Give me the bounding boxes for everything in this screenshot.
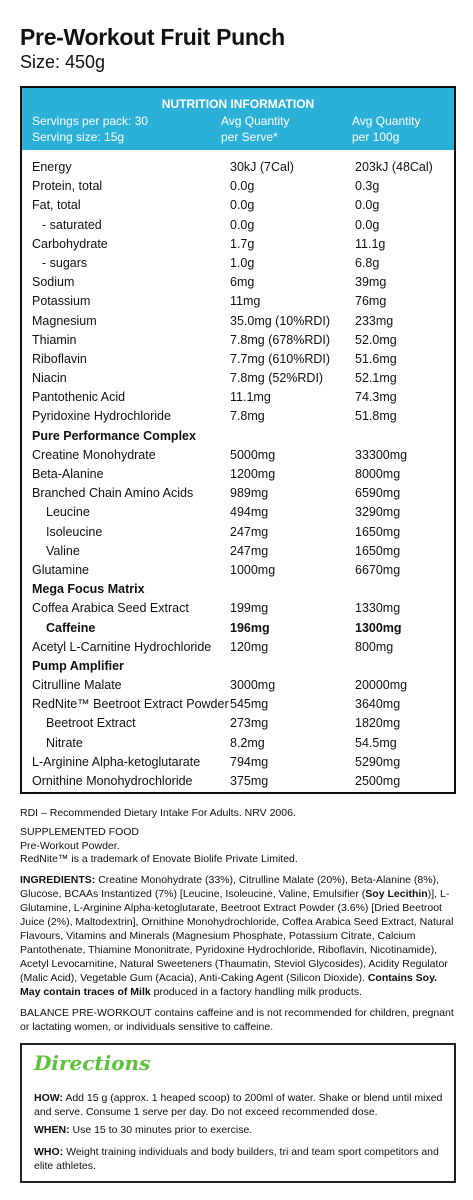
nutrient-row xyxy=(22,657,454,676)
nutrient-per-serve: 247mg xyxy=(230,543,269,558)
nutrient-row xyxy=(22,542,454,561)
ingredients xyxy=(20,873,456,999)
nutrient-row xyxy=(22,523,454,542)
nutrient-per-100g: 0.3g xyxy=(355,179,380,194)
nutrient-per-serve: 199mg xyxy=(230,601,269,616)
nutrient-row xyxy=(22,753,454,772)
nutrient-per-serve: 7.8mg (678%RDI) xyxy=(230,332,331,347)
nutrient-name: Pure Performance Complex xyxy=(32,428,196,443)
pre-workout-powder: Pre-Workout Powder. xyxy=(20,839,120,852)
nutrient-row xyxy=(22,254,454,273)
servings-per-pack: Servings per pack: 30 xyxy=(32,114,149,128)
nutrient-per-serve: 7.7mg (610%RDI) xyxy=(230,351,331,366)
nutrient-row xyxy=(22,503,454,522)
nutrient-name: Protein, total xyxy=(32,179,103,194)
directions-how xyxy=(34,1091,444,1119)
nutrient-per-serve: 3000mg xyxy=(230,678,276,693)
nutrient-per-100g: 54.5mg xyxy=(355,735,397,750)
nutrient-per-serve: 11mg xyxy=(230,294,261,309)
nutrient-per-serve: 11.1mg xyxy=(230,390,271,405)
nutrient-name: Valine xyxy=(46,543,80,558)
nutrient-row xyxy=(22,312,454,331)
nutrition-rows xyxy=(22,158,454,791)
product-title: Pre-Workout Fruit Punch xyxy=(20,24,285,50)
nutrient-per-100g: 6590mg xyxy=(355,486,401,501)
nutrient-row xyxy=(22,369,454,388)
nutrient-per-serve: 545mg xyxy=(230,697,269,712)
nutrient-name: Acetyl L-Carnitine Hydrochloride xyxy=(32,639,212,654)
nutrient-per-100g: 8000mg xyxy=(355,467,401,481)
nutrient-per-100g: 11.1g xyxy=(355,236,386,251)
nutrient-name: Magnesium xyxy=(32,313,97,328)
column-header-per-serve-line1: Avg Quantity xyxy=(221,114,290,128)
ingredients-text-b: )], L-Glutamine, L-Arginine Alpha-ketoglutarate, Beetroot Extract Powder (3.6%) [Dried Beetroot Juice (2%), Maltodextrin], Ornithine Monohydrochloride, Coffea Arabica Seed Extract, Natural Flavours, Vitamins and Minerals (Magnesium Phosphate, Potassium Citrate, Calcium Pantothenate, Thiamine Mononitrate, Pyridoxine Hydrochloride, Riboflavin, Nicotinamide), Acetyl Levocarnitine, Natural Sweeteners (Thaumatin, Steviol Glycosides), Acidity Regulator (Malic Acid), Vegetable Gum (Acacia), Anti-Caking Agent (Silicon Dioxide). xyxy=(20,888,454,984)
directions-how-text: Add 15 g (approx. 1 heaped scoop) to 200ml of water. Shake or blend until mixed and serve. Consume 1 serve per day. Do not exceed recommended dose. xyxy=(34,1092,443,1118)
nutrient-per-100g: 203kJ (48Cal) xyxy=(355,160,433,174)
nutrient-name: Niacin xyxy=(32,371,67,386)
nutrient-row xyxy=(22,388,454,407)
nutrient-row xyxy=(22,235,454,254)
nutrient-name: Energy xyxy=(32,160,72,174)
nutrient-per-serve: 0.0g xyxy=(230,217,255,232)
nutrient-row xyxy=(22,561,454,580)
nutrient-per-serve: 30kJ (7Cal) xyxy=(230,160,294,174)
nutrient-row xyxy=(22,446,454,465)
nutrition-heading: NUTRITION INFORMATION xyxy=(161,97,315,111)
nutrient-name: Pump Amplifier xyxy=(32,658,124,673)
nutrient-name: Leucine xyxy=(46,505,90,520)
nutrient-name: Caffeine xyxy=(46,620,96,635)
nutrient-per-100g: 6670mg xyxy=(355,562,401,577)
nutrient-row xyxy=(22,676,454,695)
supplement-info xyxy=(20,826,456,867)
nutrient-per-100g: 76mg xyxy=(355,294,387,309)
nutrient-per-100g: 51.8mg xyxy=(355,409,397,424)
nutrient-name: Ornithine Monohydrochloride xyxy=(32,774,193,788)
column-header-per-100g xyxy=(352,113,420,145)
nutrient-per-serve: 1000mg xyxy=(230,562,276,577)
nutrient-per-100g: 20000mg xyxy=(355,678,408,693)
nutrient-per-serve: 196mg xyxy=(230,620,270,635)
nutrient-per-100g: 0.0g xyxy=(355,198,380,213)
nutrition-panel xyxy=(20,86,456,794)
nutrient-per-serve: 8.2mg xyxy=(230,735,265,750)
nutrient-per-serve: 7.8mg xyxy=(230,409,265,424)
nutrient-name: Pyridoxine Hydrochloride xyxy=(32,409,171,424)
nutrient-name: Nitrate xyxy=(46,735,83,750)
nutrient-row xyxy=(22,734,454,753)
nutrient-name: Beetroot Extract xyxy=(46,716,136,731)
nutrient-row xyxy=(22,772,454,791)
nutrient-row xyxy=(22,599,454,618)
nutrient-per-serve: 1.0g xyxy=(230,255,255,270)
nutrition-panel-header xyxy=(22,88,454,150)
nutrient-per-serve: 6mg xyxy=(230,275,255,290)
nutrient-per-serve: 247mg xyxy=(230,524,269,539)
nutrient-row xyxy=(22,273,454,292)
nutrient-per-100g: 233mg xyxy=(355,313,394,328)
nutrient-row xyxy=(22,177,454,196)
nutrient-per-100g: 1650mg xyxy=(355,524,401,539)
directions-who xyxy=(34,1145,444,1173)
nutrient-row xyxy=(22,292,454,311)
nutrient-per-100g: 3640mg xyxy=(355,697,401,712)
nutrient-per-serve: 273mg xyxy=(230,716,269,731)
nutrient-name: Potassium xyxy=(32,294,91,309)
nutrient-per-100g: 39mg xyxy=(355,275,387,290)
nutrient-per-100g: 74.3mg xyxy=(355,390,397,405)
nutrient-per-serve: 7.8mg (52%RDI) xyxy=(230,371,324,386)
nutrient-row xyxy=(22,158,454,177)
column-header-per-100g-line2: per 100g xyxy=(352,130,400,144)
nutrient-row xyxy=(22,580,454,599)
nutrient-name: Riboflavin xyxy=(32,351,87,366)
nutrient-name: L-Arginine Alpha-ketoglutarate xyxy=(32,754,201,769)
supplemented-food: SUPPLEMENTED FOOD xyxy=(20,826,140,838)
nutrient-per-100g: 2500mg xyxy=(355,774,401,788)
nutrient-per-serve: 120mg xyxy=(230,639,269,654)
nutrient-per-serve: 5000mg xyxy=(230,447,276,462)
directions-title: Directions xyxy=(34,1051,151,1075)
nutrient-per-serve: 35.0mg (10%RDI) xyxy=(230,313,331,328)
nutrient-row xyxy=(22,484,454,503)
nutrient-row xyxy=(22,407,454,426)
nutrient-name: Fat, total xyxy=(32,198,81,213)
nutrient-name: Citrulline Malate xyxy=(32,678,122,693)
directions-who-label: WHO: xyxy=(34,1146,64,1158)
nutrient-row xyxy=(22,427,454,446)
nutrient-per-serve: 375mg xyxy=(230,774,269,788)
directions-how-label: HOW: xyxy=(34,1092,63,1104)
column-header-per-serve-line2: per Serve* xyxy=(221,130,278,144)
nutrient-name: RedNite™ Beetroot Extract Powder xyxy=(32,697,229,712)
nutrient-name: Thiamin xyxy=(32,332,77,347)
nutrient-per-100g: 1650mg xyxy=(355,543,401,558)
nutrient-per-100g: 3290mg xyxy=(355,505,401,520)
nutrient-per-serve: 494mg xyxy=(230,505,269,520)
nutrient-row xyxy=(22,638,454,657)
nutrient-row xyxy=(22,350,454,369)
nutrient-per-100g: 52.0mg xyxy=(355,332,397,347)
column-header-per-100g-line1: Avg Quantity xyxy=(352,114,421,128)
nutrient-per-serve: 1200mg xyxy=(230,467,276,481)
nutrient-per-100g: 0.0g xyxy=(355,217,380,232)
nutrient-row xyxy=(22,695,454,714)
nutrient-name: Branched Chain Amino Acids xyxy=(32,486,194,501)
allergen-rest: produced in a factory handling milk products. xyxy=(150,986,362,998)
directions-box xyxy=(20,1043,456,1183)
nutrient-row xyxy=(22,216,454,235)
nutrient-per-serve: 794mg xyxy=(230,754,269,769)
trademark-note: RedNite™ is a trademark of Enovate Biolife Private Limited. xyxy=(20,853,298,865)
nutrient-row xyxy=(22,196,454,215)
nutrient-per-100g: 5290mg xyxy=(355,754,401,769)
rdi-note: RDI – Recommended Dietary Intake For Adults. NRV 2006. xyxy=(20,807,296,819)
ingredients-label: INGREDIENTS: xyxy=(20,874,96,886)
ingredients-soy: Soy Lecithin xyxy=(365,888,428,900)
nutrient-row xyxy=(22,331,454,350)
nutrient-name: - sugars xyxy=(42,255,88,270)
nutrient-per-serve: 1.7g xyxy=(230,236,255,251)
nutrient-row xyxy=(22,714,454,733)
directions-who-text: Weight training individuals and body builders, tri and team sport competitors and elite athletes. xyxy=(34,1146,439,1172)
product-size: Size: 450g xyxy=(20,52,106,72)
directions-when-label: WHEN: xyxy=(34,1124,70,1136)
column-header-per-serve xyxy=(221,113,289,145)
caffeine-warning: BALANCE PRE-WORKOUT contains caffeine and is not recommended for children, pregnant or lactating women, or individuals sensitive to caffeine. xyxy=(20,1007,454,1033)
nutrient-per-100g: 33300mg xyxy=(355,447,408,462)
nutrient-per-serve: 989mg xyxy=(230,486,269,501)
ingredients-text-a: Creatine Monohydrate (33%), Citrulline Malate (20%), Beta-Alanine (8%), Glucose, BCAAs Instantized (7%) [Leucine, Isoleucine, Valine, Emulsifier ( xyxy=(20,874,440,900)
nutrient-per-100g: 51.6mg xyxy=(355,351,397,366)
nutrient-row xyxy=(22,619,454,638)
nutrient-name: Coffea Arabica Seed Extract xyxy=(32,601,189,616)
nutrient-per-100g: 800mg xyxy=(355,639,394,654)
directions-when-text: Use 15 to 30 minutes prior to exercise. xyxy=(72,1124,253,1136)
nutrient-per-100g: 1300mg xyxy=(355,620,402,635)
nutrient-row xyxy=(22,465,454,484)
nutrient-per-100g: 52.1mg xyxy=(355,371,397,386)
nutrient-name: Isoleucine xyxy=(46,524,103,539)
serving-size: Serving size: 15g xyxy=(32,130,125,144)
nutrient-per-100g: 1330mg xyxy=(355,601,401,616)
nutrient-name: - saturated xyxy=(42,217,102,232)
nutrient-name: Mega Focus Matrix xyxy=(32,582,145,597)
serving-info xyxy=(32,113,148,145)
nutrient-name: Beta-Alanine xyxy=(32,467,104,481)
nutrient-per-serve: 0.0g xyxy=(230,179,255,194)
nutrient-name: Sodium xyxy=(32,275,75,290)
nutrient-per-serve: 0.0g xyxy=(230,198,255,213)
allergen-warning: Contains Soy. May contain traces of Milk xyxy=(20,972,438,998)
nutrient-per-100g: 6.8g xyxy=(355,255,380,270)
nutrient-per-100g: 1820mg xyxy=(355,716,401,731)
directions-when xyxy=(34,1123,444,1137)
nutrient-name: Creatine Monohydrate xyxy=(32,447,156,462)
nutrient-name: Glutamine xyxy=(32,562,89,577)
nutrient-name: Pantothenic Acid xyxy=(32,390,126,405)
nutrient-name: Carbohydrate xyxy=(32,236,108,251)
